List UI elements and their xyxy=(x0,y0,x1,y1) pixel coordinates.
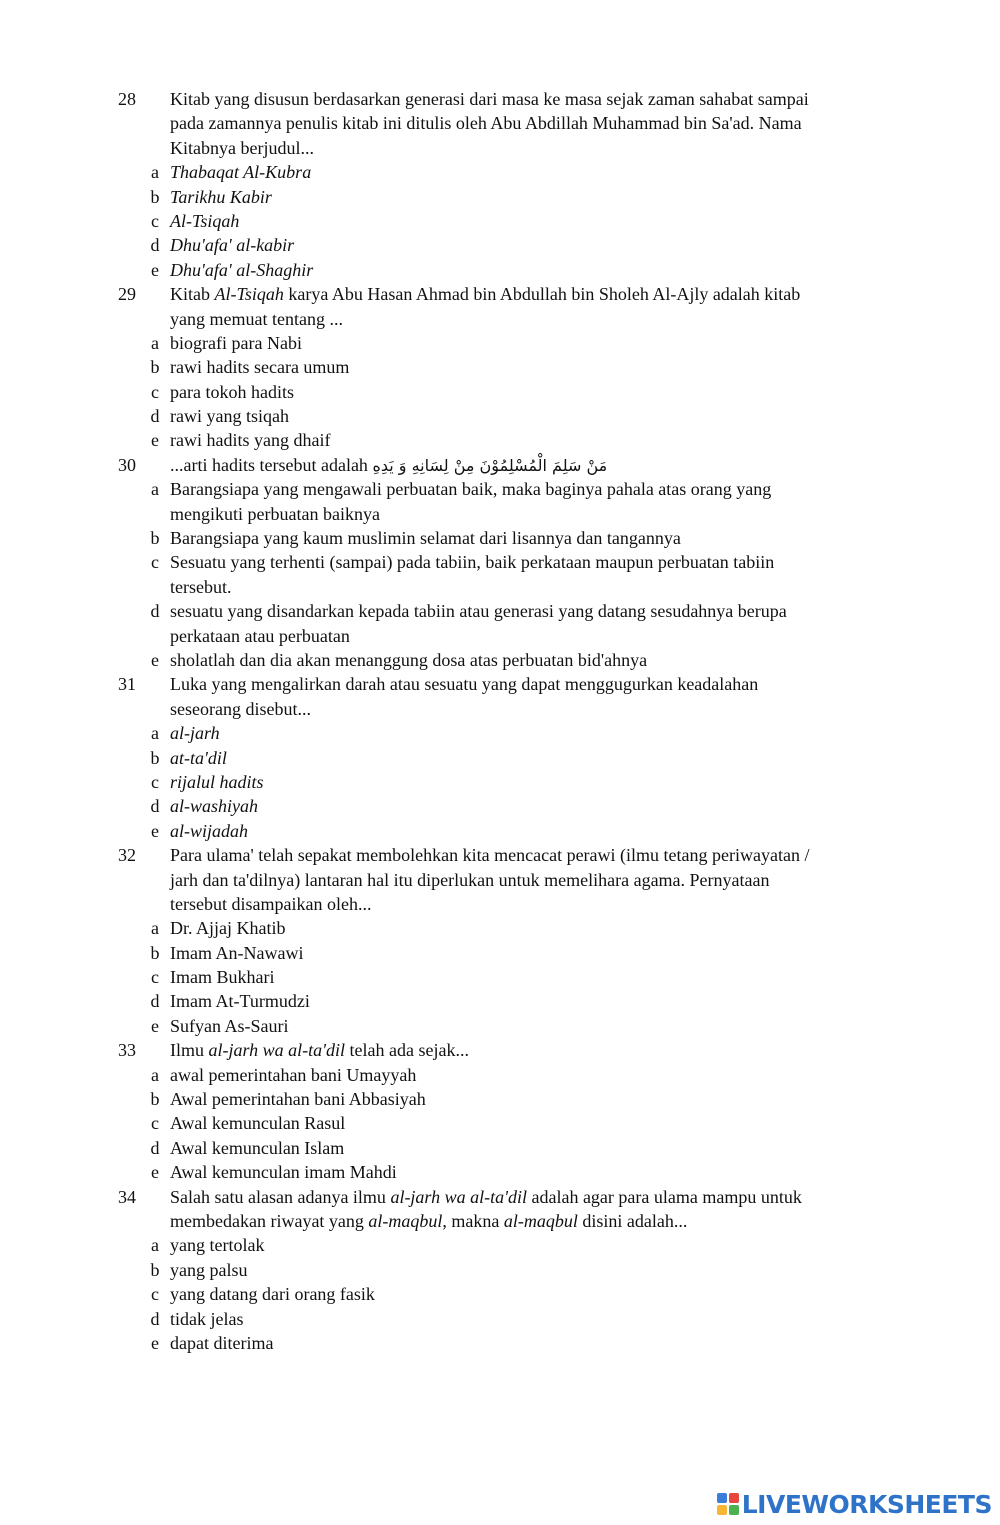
text-segment: telah ada sejak... xyxy=(345,1040,469,1061)
text-segment: Awal pemerintahan bani Abbasiyah xyxy=(170,1089,426,1110)
question-number: 31 xyxy=(118,674,136,695)
text-segment: Imam An-Nawawi xyxy=(170,942,304,963)
answer-option-c[interactable] xyxy=(0,550,1000,599)
option-line xyxy=(0,575,1000,599)
question-text xyxy=(170,697,311,721)
option-text xyxy=(170,648,647,672)
option-text xyxy=(170,355,349,379)
option-letter: c xyxy=(151,1284,159,1305)
question-text xyxy=(170,453,607,478)
option-line xyxy=(0,1307,1000,1331)
option-text xyxy=(170,794,258,818)
option-letter: e xyxy=(151,430,159,451)
question-text-line xyxy=(0,892,1000,916)
option-text xyxy=(170,965,274,989)
text-segment: Al-Tsiqah xyxy=(214,284,284,305)
option-text xyxy=(170,380,294,404)
option-text xyxy=(170,770,264,794)
answer-option-a[interactable] xyxy=(0,1063,1000,1087)
answer-option-a[interactable] xyxy=(0,331,1000,355)
answer-option-b[interactable] xyxy=(0,185,1000,209)
option-letter: e xyxy=(151,649,159,670)
answer-option-c[interactable] xyxy=(0,770,1000,794)
option-line xyxy=(0,209,1000,233)
option-letter: c xyxy=(151,210,159,231)
option-letter: b xyxy=(150,1089,160,1110)
option-line xyxy=(0,989,1000,1013)
text-segment: Sufyan As-Sauri xyxy=(170,1015,289,1036)
answer-option-a[interactable] xyxy=(0,721,1000,745)
question-text xyxy=(170,1185,802,1209)
option-letter: a xyxy=(151,1235,159,1256)
option-letter: d xyxy=(150,796,160,817)
text-segment: jarh dan ta'dilnya) lantaran hal itu diperlukan untuk memelihara agama. Pernyataan xyxy=(170,869,770,890)
option-text xyxy=(170,575,231,599)
text-segment: seseorang disebut... xyxy=(170,698,311,719)
option-line xyxy=(0,965,1000,989)
option-text xyxy=(170,331,302,355)
question-text-line xyxy=(0,111,1000,135)
text-segment: pada zamannya penulis kitab ini ditulis oleh Abu Abdillah Muhammad bin Sa'ad. Nama xyxy=(170,113,802,134)
question-29 xyxy=(0,282,1000,453)
question-text xyxy=(170,843,809,867)
logo-tile xyxy=(729,1505,739,1515)
text-segment: Dhu'afa' al-Shaghir xyxy=(170,259,314,280)
arabic-text: مَنْ سَلِمَ الْمُسْلِمُوْنَ مِنْ لِسَانِهِ وَ يَدِهِ xyxy=(372,455,608,475)
answer-option-d[interactable] xyxy=(0,404,1000,428)
question-number: 28 xyxy=(118,89,136,109)
answer-option-e[interactable] xyxy=(0,1160,1000,1184)
option-line xyxy=(0,1258,1000,1282)
option-text xyxy=(170,599,787,623)
option-line xyxy=(0,258,1000,282)
option-text xyxy=(170,1307,243,1331)
answer-option-e[interactable] xyxy=(0,819,1000,843)
text-segment: yang tertolak xyxy=(170,1235,265,1256)
question-text-line xyxy=(0,843,1000,867)
text-segment: karya Abu Hasan Ahmad bin Abdullah bin Sholeh Al-Ajly adalah kitab xyxy=(283,284,801,305)
option-text xyxy=(170,477,771,501)
option-line xyxy=(0,160,1000,184)
text-segment: sesuatu yang disandarkan kepada tabiin atau generasi yang datang sesudahnya berupa xyxy=(170,601,787,622)
question-text-line xyxy=(0,87,1000,111)
text-segment: Salah satu alasan adanya ilmu xyxy=(170,1186,391,1207)
option-text xyxy=(170,404,289,428)
text-segment: Barangsiapa yang kaum muslimin selamat dari lisannya dan tangannya xyxy=(170,528,681,549)
liveworksheets-logo xyxy=(717,1491,992,1517)
answer-option-a[interactable] xyxy=(0,916,1000,940)
text-segment: mengikuti perbuatan baiknya xyxy=(170,503,380,524)
answer-option-b[interactable] xyxy=(0,941,1000,965)
answer-option-e[interactable] xyxy=(0,258,1000,282)
logo-tile xyxy=(717,1505,727,1515)
option-letter: a xyxy=(151,479,159,500)
question-text xyxy=(170,282,800,306)
question-number: 30 xyxy=(118,454,136,475)
logo-text: LIVEWORKSHEETS xyxy=(741,1489,992,1519)
text-segment: rawi yang tsiqah xyxy=(170,406,289,427)
text-segment: al-maqbul xyxy=(503,1210,578,1231)
option-letter: e xyxy=(151,1332,159,1353)
option-text xyxy=(170,185,272,209)
question-number: 34 xyxy=(118,1186,136,1207)
text-segment: Awal kemunculan Islam xyxy=(170,1137,345,1158)
text-segment: Para ulama' telah sepakat membolehkan kita mencacat perawi (ilmu tetang periwayatan / xyxy=(170,845,810,866)
text-segment: Awal kemunculan imam Mahdi xyxy=(170,1162,397,1183)
option-letter: d xyxy=(150,991,160,1012)
option-line xyxy=(0,721,1000,745)
option-letter: c xyxy=(151,967,159,988)
option-text xyxy=(170,989,310,1013)
option-letter: b xyxy=(150,186,160,207)
option-text xyxy=(170,1233,264,1257)
question-31 xyxy=(0,672,1000,843)
answer-option-d[interactable] xyxy=(0,599,1000,648)
text-segment: yang palsu xyxy=(170,1259,248,1280)
answer-option-c[interactable] xyxy=(0,380,1000,404)
option-line xyxy=(0,331,1000,355)
question-33 xyxy=(0,1038,1000,1184)
option-text xyxy=(170,721,220,745)
option-line xyxy=(0,1014,1000,1038)
text-segment: sholatlah dan dia akan menanggung dosa atas perbuatan bid'ahnya xyxy=(170,649,648,670)
option-text xyxy=(170,941,303,965)
quiz-content xyxy=(0,87,1000,1355)
option-letter: e xyxy=(151,1015,159,1036)
text-segment: adalah agar para ulama mampu untuk xyxy=(526,1186,802,1207)
answer-option-d[interactable] xyxy=(0,794,1000,818)
option-line xyxy=(0,233,1000,257)
option-letter: a xyxy=(151,723,159,744)
answer-option-e[interactable] xyxy=(0,648,1000,672)
option-line xyxy=(0,404,1000,428)
option-line xyxy=(0,1087,1000,1111)
text-segment: biografi para Nabi xyxy=(170,332,302,353)
option-line xyxy=(0,502,1000,526)
option-letter: b xyxy=(150,747,160,768)
text-segment: Imam At-Turmudzi xyxy=(170,991,310,1012)
answer-option-b[interactable] xyxy=(0,526,1000,550)
option-line xyxy=(0,599,1000,623)
text-segment: Luka yang mengalirkan darah atau sesuatu yang dapat menggugurkan keadalahan xyxy=(170,674,759,695)
text-segment: Awal kemunculan Rasul xyxy=(170,1113,346,1134)
option-letter: c xyxy=(151,771,159,792)
text-segment: Al-Tsiqah xyxy=(170,210,240,231)
question-text xyxy=(170,868,770,892)
option-letter: d xyxy=(150,1137,160,1158)
question-text xyxy=(170,892,371,916)
text-segment: rijalul hadits xyxy=(170,771,264,792)
text-segment: Thabaqat Al-Kubra xyxy=(170,162,312,183)
option-line xyxy=(0,185,1000,209)
text-segment: rawi hadits secara umum xyxy=(170,357,350,378)
text-segment: para tokoh hadits xyxy=(170,381,294,402)
text-segment: dapat diterima xyxy=(170,1332,274,1353)
question-32 xyxy=(0,843,1000,1038)
text-segment: Tarikhu Kabir xyxy=(170,186,272,207)
question-number: 33 xyxy=(118,1040,136,1061)
option-line xyxy=(0,770,1000,794)
answer-option-b[interactable] xyxy=(0,746,1000,770)
text-segment: yang datang dari orang fasik xyxy=(170,1284,375,1305)
option-line xyxy=(0,916,1000,940)
text-segment: Imam Bukhari xyxy=(170,967,275,988)
question-text xyxy=(170,136,314,160)
text-segment: Kitabnya berjudul... xyxy=(170,137,314,158)
text-segment: Kitab yang disusun berdasarkan generasi dari masa ke masa sejak zaman sahabat sampai xyxy=(170,89,809,109)
answer-option-a[interactable] xyxy=(0,477,1000,526)
question-text-line xyxy=(0,672,1000,696)
question-text-line xyxy=(0,453,1000,477)
question-28 xyxy=(0,87,1000,282)
option-line xyxy=(0,380,1000,404)
option-letter: a xyxy=(151,1064,159,1085)
option-line xyxy=(0,1282,1000,1306)
option-line xyxy=(0,941,1000,965)
text-segment: Kitab xyxy=(170,284,215,305)
answer-option-b[interactable] xyxy=(0,1258,1000,1282)
logo-tile xyxy=(717,1493,727,1503)
option-letter: e xyxy=(151,820,159,841)
question-text-line xyxy=(0,868,1000,892)
question-text xyxy=(170,1209,687,1233)
option-letter: a xyxy=(151,162,159,183)
question-text-line xyxy=(0,136,1000,160)
text-segment: Dr. Ajjaj Khatib xyxy=(170,918,286,939)
option-text xyxy=(170,624,350,648)
text-segment: ...arti hadits tersebut adalah xyxy=(170,454,373,475)
text-segment: al-jarh wa al-ta'dil xyxy=(208,1040,346,1061)
option-letter: c xyxy=(151,381,159,402)
question-text-line xyxy=(0,282,1000,306)
option-letter: b xyxy=(150,357,160,378)
option-text xyxy=(170,233,294,257)
question-text-line xyxy=(0,697,1000,721)
text-segment: yang memuat tentang ... xyxy=(170,308,343,329)
option-line xyxy=(0,819,1000,843)
text-segment: al-jarh wa al-ta'dil xyxy=(390,1186,527,1207)
option-line xyxy=(0,526,1000,550)
question-number: 29 xyxy=(118,284,136,305)
option-letter: d xyxy=(150,406,160,427)
answer-option-b[interactable] xyxy=(0,1087,1000,1111)
option-letter: b xyxy=(150,528,160,549)
option-text xyxy=(170,746,227,770)
answer-option-a[interactable] xyxy=(0,1233,1000,1257)
option-text xyxy=(170,819,248,843)
option-text xyxy=(170,550,774,574)
option-text xyxy=(170,428,330,452)
option-line xyxy=(0,648,1000,672)
option-text xyxy=(170,258,313,282)
option-line xyxy=(0,428,1000,452)
option-text xyxy=(170,1111,345,1135)
text-segment: al-washiyah xyxy=(170,796,258,817)
answer-option-d[interactable] xyxy=(0,1136,1000,1160)
option-line xyxy=(0,1331,1000,1355)
answer-option-c[interactable] xyxy=(0,209,1000,233)
option-text xyxy=(170,526,681,550)
text-segment: Dhu'afa' al-kabir xyxy=(170,235,295,256)
question-text-line xyxy=(0,307,1000,331)
text-segment: rawi hadits yang dhaif xyxy=(170,430,331,451)
option-line xyxy=(0,624,1000,648)
text-segment: tidak jelas xyxy=(170,1308,244,1329)
option-text xyxy=(170,1331,273,1355)
text-segment: tersebut disampaikan oleh... xyxy=(170,893,372,914)
option-letter: a xyxy=(151,332,159,353)
option-line xyxy=(0,355,1000,379)
option-text xyxy=(170,1258,247,1282)
option-line xyxy=(0,550,1000,574)
option-line xyxy=(0,1136,1000,1160)
question-text-line xyxy=(0,1038,1000,1062)
question-text-line xyxy=(0,1185,1000,1209)
text-segment: at-ta'dil xyxy=(170,747,227,768)
text-segment: , makna xyxy=(442,1210,504,1231)
option-letter: b xyxy=(150,1259,160,1280)
text-segment: awal pemerintahan bani Umayyah xyxy=(170,1064,417,1085)
option-letter: d xyxy=(150,1308,160,1329)
text-segment: al-maqbul xyxy=(368,1210,443,1231)
question-34 xyxy=(0,1185,1000,1356)
option-line xyxy=(0,1063,1000,1087)
question-text xyxy=(170,307,343,331)
liveworksheets-logo-icon xyxy=(717,1493,739,1515)
option-letter: b xyxy=(150,942,160,963)
question-text xyxy=(170,1038,469,1062)
option-letter: a xyxy=(151,918,159,939)
question-30 xyxy=(0,453,1000,673)
answer-option-c[interactable] xyxy=(0,965,1000,989)
option-letter: e xyxy=(151,1162,159,1183)
option-line xyxy=(0,746,1000,770)
answer-option-c[interactable] xyxy=(0,1111,1000,1135)
text-segment: membedakan riwayat yang xyxy=(170,1210,369,1231)
option-text xyxy=(170,1136,344,1160)
option-text xyxy=(170,1014,289,1038)
option-text xyxy=(170,1160,397,1184)
answer-option-d[interactable] xyxy=(0,1307,1000,1331)
option-text xyxy=(170,1087,426,1111)
text-segment: perkataan atau perbuatan xyxy=(170,625,350,646)
question-text xyxy=(170,111,802,135)
option-letter: c xyxy=(151,1113,159,1134)
option-text xyxy=(170,1063,416,1087)
option-line xyxy=(0,1111,1000,1135)
question-text-line xyxy=(0,1209,1000,1233)
option-line xyxy=(0,794,1000,818)
text-segment: Ilmu xyxy=(170,1040,209,1061)
option-line xyxy=(0,1233,1000,1257)
option-text xyxy=(170,916,286,940)
option-text xyxy=(170,209,239,233)
option-line xyxy=(0,1160,1000,1184)
answer-option-d[interactable] xyxy=(0,989,1000,1013)
answer-option-a[interactable] xyxy=(0,160,1000,184)
answer-option-e[interactable] xyxy=(0,1331,1000,1355)
option-line xyxy=(0,477,1000,501)
answer-option-e[interactable] xyxy=(0,1014,1000,1038)
logo-tile xyxy=(729,1493,739,1503)
question-text xyxy=(170,87,809,111)
text-segment: al-jarh xyxy=(170,723,220,744)
answer-option-c[interactable] xyxy=(0,1282,1000,1306)
text-segment: tersebut. xyxy=(170,576,232,597)
option-letter: d xyxy=(150,235,160,256)
text-segment: al-wijadah xyxy=(170,820,249,841)
text-segment: disini adalah... xyxy=(577,1210,688,1231)
question-number: 32 xyxy=(118,845,136,866)
answer-option-e[interactable] xyxy=(0,428,1000,452)
option-letter: d xyxy=(150,601,160,622)
answer-option-b[interactable] xyxy=(0,355,1000,379)
option-letter: c xyxy=(151,552,159,573)
answer-option-d[interactable] xyxy=(0,233,1000,257)
option-text xyxy=(170,1282,375,1306)
text-segment: Barangsiapa yang mengawali perbuatan baik, maka baginya pahala atas orang yang xyxy=(170,479,772,500)
text-segment: Sesuatu yang terhenti (sampai) pada tabiin, baik perkataan maupun perbuatan tabiin xyxy=(170,552,775,573)
option-text xyxy=(170,160,311,184)
option-letter: e xyxy=(151,259,159,280)
option-text xyxy=(170,502,380,526)
question-text xyxy=(170,672,758,696)
